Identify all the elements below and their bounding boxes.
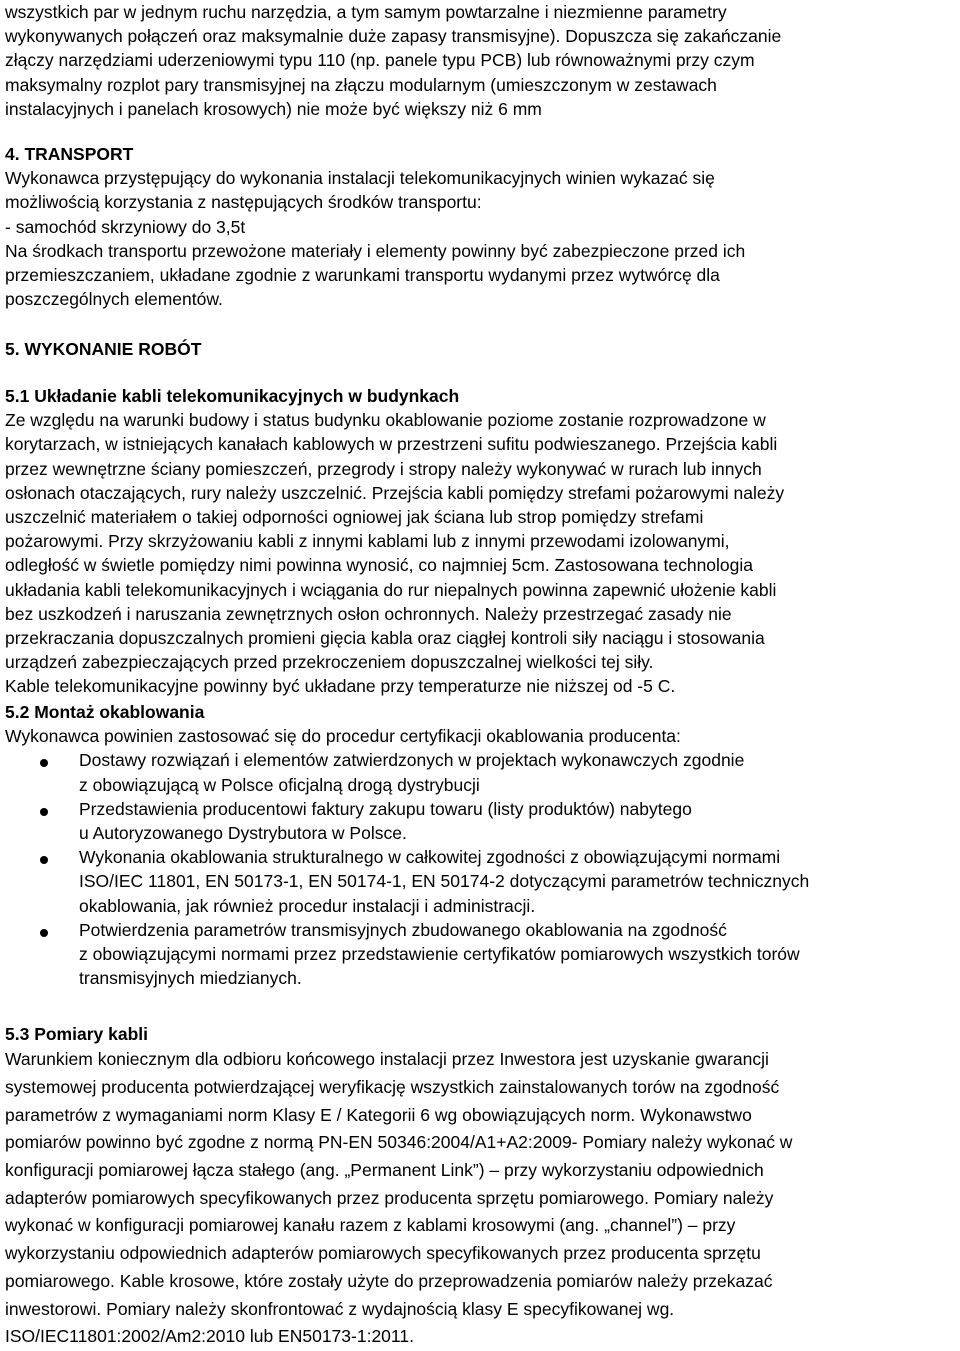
section-5-1 [5, 384, 960, 699]
text-line: Wykonania okablowania strukturalnego w całkowitej zgodności z obowiązującymi normami [79, 847, 781, 868]
text-line: u Autoryzowanego Dystrybutora w Polsce. [79, 823, 407, 844]
list-item [5, 797, 960, 845]
text-line: ISO/IEC 11801, EN 50173-1, EN 50174-1, EN 50174-2 dotyczącymi parametrów technicznych [79, 871, 810, 892]
list-item [5, 748, 960, 796]
text-line: złączy narzędziami uderzeniowymi typu 110 (np. panele typu PCB) lub równoważnymi przy czym [5, 50, 755, 71]
text-line: przekraczania dopuszczalnych promieni gięcia kabla oraz ciągłej kontroli siły naciągu i stosowania [5, 628, 765, 649]
text-line: konfiguracji pomiarowej łącza stałego (ang. „Permanent Link”) – przy wykorzystaniu odpowiednich [5, 1160, 764, 1181]
text-line: Wykonawca przystępujący do wykonania instalacji telekomunikacyjnych winien wykazać się [5, 168, 715, 189]
text-line: parametrów z wymaganiami norm Klasy E / Kategorii 6 wg obowiązujących norm. Wykonawstwo [5, 1104, 752, 1125]
text-line: bez uszkodzeń i naruszania zewnętrznych osłon ochronnych. Należy przestrzegać zasady nie [5, 603, 732, 624]
text-line: pomiarów powinno być zgodne z normą PN-EN 50346:2004/A1+A2:2009- Pomiary należy wykonać w [5, 1132, 793, 1153]
text-line: pożarowymi. Przy skrzyżowaniu kabli z innymi kablami lub z innymi przewodami izolowanymi, [5, 531, 730, 552]
text-line: maksymalny rozplot pary transmisyjnej na złączu modularnym (umieszczonym w zestawach [5, 74, 717, 95]
text-line: instalacyjnych i panelach krosowych) nie może być większy niż 6 mm [5, 98, 542, 119]
text-line: Na środkach transportu przewożone materiały i elementy powinny być zabezpieczone przed ich [5, 240, 746, 261]
section-5-2 [5, 700, 960, 990]
text-line: Ze względu na warunki budowy i status budynku okablowanie poziome zostanie rozprowadzone w [5, 410, 766, 431]
text-line: Przedstawienia producentowi faktury zakupu towaru (listy produktów) nabytego [79, 798, 692, 819]
text-line: systemowej producenta potwierdzającej weryfikację wszystkich zainstalowanych torów na zgodność [5, 1076, 780, 1097]
bullet-icon [40, 929, 48, 937]
transport-section [5, 142, 960, 311]
bullet-icon [40, 759, 48, 767]
text-line: wykonać w konfiguracji pomiarowej kanału razem z kablami krosowymi (ang. „channel”) – przy [5, 1215, 736, 1236]
text-line: wykorzystaniu odpowiednich adapterów pomiarowych specyfikowanych przez producenta sprzętu [5, 1243, 761, 1264]
bullet-list [5, 748, 960, 990]
text-line: przez wewnętrzne ściany pomieszczeń, przegrody i stropy należy wykonywać w rurach lub innych [5, 458, 762, 479]
bullet-icon [40, 808, 48, 816]
text-line: przemieszczaniem, układane zgodnie z warunkami transportu wydanymi przez wytwórcę dla [5, 265, 720, 286]
text-line: Dostawy rozwiązań i elementów zatwierdzonych w projektach wykonawczych zgodnie [79, 750, 745, 771]
text-line: Potwierdzenia parametrów transmisyjnych zbudowanego okablowania na zgodność [79, 919, 727, 940]
section-5-3 [5, 1022, 960, 1351]
text-line: wykonywanych połączeń oraz maksymalnie duże zapasy transmisyjne). Dopuszcza się zakańczanie [5, 26, 782, 47]
intro-paragraph [5, 0, 960, 121]
text-line: układania kabli telekomunikacyjnych i wciągania do rur niepalnych powinna zapewnić ułożenie kabli [5, 579, 777, 600]
text-line: Warunkiem koniecznym dla odbioru końcowego instalacji przez Inwestora jest uzyskanie gwarancji [5, 1049, 769, 1070]
text-line: możliwością korzystania z następujących środków transportu: [5, 192, 482, 213]
section-heading: 4. TRANSPORT [5, 144, 134, 164]
text-line: Kable telekomunikacyjne powinny być układane przy temperaturze nie niższej od -5 C. [5, 676, 676, 697]
text-line: okablowania, jak również procedur instalacji i administracji. [79, 895, 536, 916]
text-line: adapterów pomiarowych specyfikowanych przez producenta sprzętu pomiarowego. Pomiary należy [5, 1187, 774, 1208]
text-line: odległość w świetle pomiędzy nimi powinna wynosić, co najmniej 5cm. Zastosowana technologia [5, 555, 754, 576]
list-item [5, 845, 960, 918]
text-line: uszczelnić materiałem o takiej odporności ogniowej jak ściana lub strop pomiędzy strefami [5, 507, 704, 528]
section-heading: 5.3 Pomiary kabli [5, 1024, 148, 1044]
text-line: poszczególnych elementów. [5, 289, 223, 310]
section-heading: 5.2 Montaż okablowania [5, 702, 205, 722]
text-line: inwestorowi. Pomiary należy skonfrontować z wydajnością klasy E specyfikowanej wg. [5, 1298, 675, 1319]
text-line: Wykonawca powinien zastosować się do procedur certyfikacji okablowania producenta: [5, 726, 681, 747]
text-line: wszystkich par w jednym ruchu narzędzia, a tym samym powtarzalne i niezmienne parametry [5, 2, 727, 22]
text-line: transmisyjnych miedzianych. [79, 968, 302, 989]
list-item [5, 918, 960, 991]
text-line: - samochód skrzyniowy do 3,5t [5, 216, 246, 237]
bullet-icon [40, 856, 48, 864]
text-line: urządzeń zabezpieczających przed przekroczeniem dopuszczalnej wielkości tej siły. [5, 652, 654, 673]
section-heading: 5. WYKONANIE ROBÓT [5, 339, 202, 359]
section-heading: 5.1 Układanie kabli telekomunikacyjnych w budynkach [5, 386, 460, 406]
text-line: osłonach otaczających, rury należy uszczelnić. Przejścia kabli pomiędzy strefami pożarowymi należy [5, 482, 785, 503]
text-line: pomiarowego. Kable krosowe, które zostały użyte do przeprowadzenia pomiarów należy przekazać [5, 1270, 773, 1291]
text-line: ISO/IEC11801:2002/Am2:2010 lub EN50173-1:2011. [5, 1326, 414, 1347]
text-line: z obowiązującą w Polsce oficjalną drogą dystrybucji [79, 774, 480, 795]
text-line: z obowiązującymi normami przez przedstawienie certyfikatów pomiarowych wszystkich torów [79, 944, 800, 965]
text-line: korytarzach, w istniejących kanałach kablowych w przestrzeni sufitu podwieszanego. Przejścia kabli [5, 434, 778, 455]
